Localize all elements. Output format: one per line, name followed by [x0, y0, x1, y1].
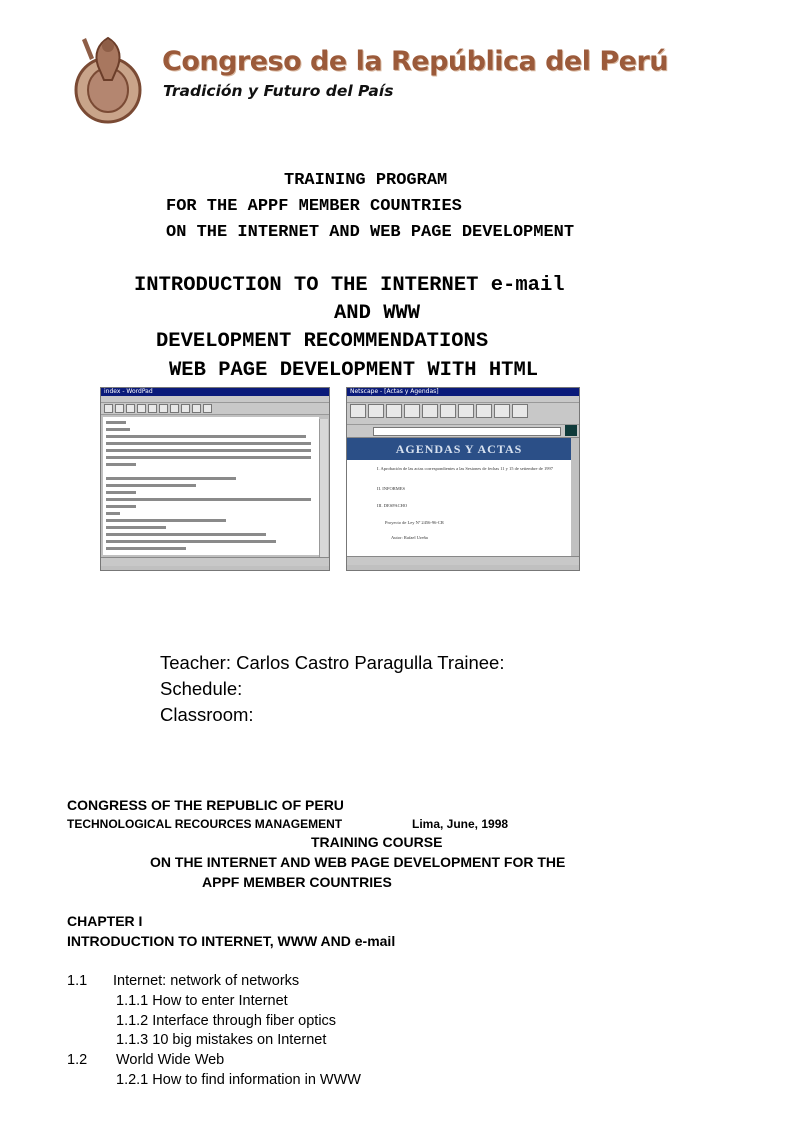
congress-seal-icon — [68, 30, 148, 125]
netscape-titlebar — [347, 388, 579, 396]
banner-subtitle: Tradición y Futuro del País — [163, 82, 394, 100]
chapter-title: INTRODUCTION TO INTERNET, WWW AND e-mail — [67, 933, 396, 949]
teacher-line: Teacher: Carlos Castro Paragulla Trainee: — [160, 652, 505, 673]
wordpad-screenshot — [100, 387, 330, 571]
chapter-label: CHAPTER I — [67, 913, 143, 929]
netscape-statusbar — [347, 556, 579, 565]
program-line-1: TRAINING PROGRAM — [284, 171, 448, 190]
topic-line-4: WEB PAGE DEVELOPMENT WITH HTML — [169, 359, 539, 382]
netscape-location-bar — [347, 425, 579, 438]
toc-item-1-2-1: 1.2.1 How to find information in WWW — [116, 1072, 361, 1088]
place-date: Lima, June, 1998 — [412, 817, 509, 831]
wordpad-scrollbar — [319, 419, 328, 557]
agenda-item-4: Proyecto de Ley Nº 2456-96-CR — [385, 520, 444, 525]
program-line-3: ON THE INTERNET AND WEB PAGE DEVELOPMENT — [166, 223, 575, 242]
topic-line-1: INTRODUCTION TO THE INTERNET e-mail — [134, 274, 565, 297]
dept-name: TECHNOLOGICAL RECOURCES MANAGEMENT — [67, 817, 343, 831]
netscape-screenshot — [346, 387, 580, 571]
org-name: CONGRESS OF THE REPUBLIC OF PERU — [67, 797, 344, 813]
wordpad-statusbar — [101, 557, 329, 566]
agendas-banner: AGENDAS Y ACTAS — [347, 438, 571, 460]
topic-line-3: DEVELOPMENT RECOMMENDATIONS — [156, 330, 489, 353]
banner-title: Congreso de la República del Perú — [162, 46, 669, 77]
netscape-title: Netscape - [Actas y Agendas] — [350, 388, 439, 395]
wordpad-menubar — [101, 396, 329, 403]
netscape-toolbar — [347, 403, 579, 425]
netscape-menubar — [347, 396, 579, 403]
toc-item-1-1-2: 1.1.2 Interface through fiber optics — [116, 1013, 337, 1029]
topic-line-2: AND WWW — [334, 302, 421, 325]
program-line-2: FOR THE APPF MEMBER COUNTRIES — [166, 197, 462, 216]
wordpad-code-area — [103, 417, 319, 555]
course-title-3: APPF MEMBER COUNTRIES — [202, 874, 392, 890]
wordpad-title: index - WordPad — [104, 388, 153, 395]
toc-item-1-2: World Wide Web — [116, 1052, 225, 1068]
toc-num-1-1: 1.1 — [67, 973, 88, 989]
wordpad-titlebar — [101, 388, 329, 396]
agenda-item-3: III. DESPACHO — [377, 503, 408, 508]
toc-item-1-1-1: 1.1.1 How to enter Internet — [116, 993, 288, 1009]
agenda-item-1: I. Aprobación de las actas correspondientes a las Sesiones de fechas 11 y 15 de setiembre de 1997 — [377, 466, 554, 471]
toc-item-1-1: Internet: network of networks — [113, 973, 300, 989]
wordpad-toolbar — [101, 403, 329, 415]
netscape-page — [347, 438, 571, 556]
toc-num-1-2: 1.2 — [67, 1052, 88, 1068]
course-title-1: TRAINING COURSE — [311, 834, 443, 850]
classroom-line: Classroom: — [160, 704, 254, 725]
schedule-line: Schedule: — [160, 678, 243, 699]
agenda-item-2: II. INFORMES — [377, 486, 406, 491]
course-title-2: ON THE INTERNET AND WEB PAGE DEVELOPMENT FOR THE — [150, 854, 566, 870]
toc-item-1-1-3: 1.1.3 10 big mistakes on Internet — [116, 1032, 327, 1048]
agenda-item-5: Autor: Rafael Ureña — [391, 535, 428, 540]
